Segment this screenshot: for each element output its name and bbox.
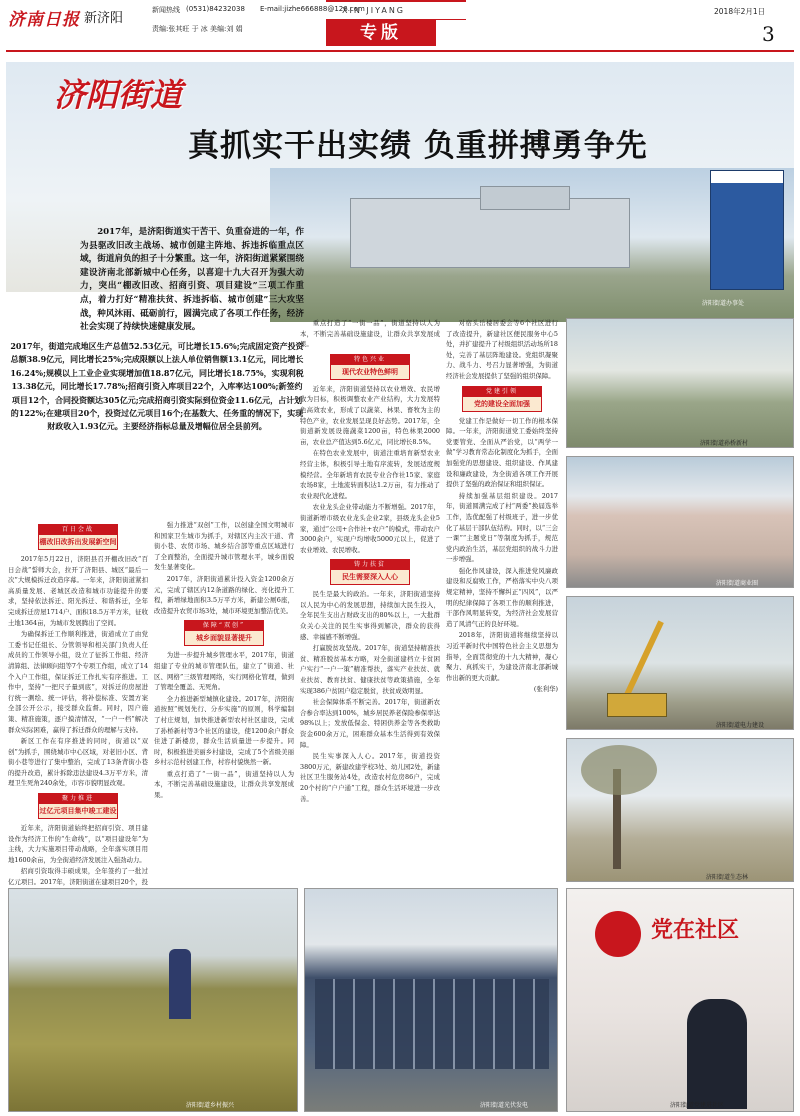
hotline-label: 新闻热线: [152, 6, 180, 14]
body-paragraph: 民生是最大的政治。一年来，济阳街道坚持以人民为中心的发展思想，持续加大民生投入，全年民生支出占财政支出的80%以上，一大批群众关心关注的民生实事得到解决，群众的获得感、幸福感不断增强。: [300, 590, 440, 641]
photo-forest: [566, 738, 794, 882]
body-paragraph: 在特色农业发展中，街道注重培育新型农业经营主体，积极引导土地有序流转，发展适度规模经营。全年新培育农民专业合作社15家、家庭农场8家，土地流转面积达1.2万亩，有力推动了农业现代化进程。: [300, 449, 440, 500]
photo-solar-caption: 济阳街道光伏发电: [480, 1102, 529, 1109]
edition-name: 新济阳: [84, 11, 124, 26]
photo-wheat-field: [8, 888, 298, 1112]
section-tag: 铸力扶贫: [331, 560, 409, 570]
body-paragraph: 强力推进“双创”工作，以创建全国文明城市和国家卫生城市为抓手，对辖区内主次干道、背街小巷、农贸市场、城乡结合部等重点区域进行了全面整治，全面提升城市管理水平，城乡面貌发生显著变化。: [154, 521, 294, 572]
section-header-party: [462, 386, 542, 412]
body-paragraph: 新区工作在有序推进的同时，街道以“双创”为抓手，围绕城市中心区域，对老旧小区、背街小巷等进行了集中整治，完成了13条背街小巷的提升改造，累计拆除违法建设4.3万平方米，清理卫生死角240余处，市容市貌明显改观。: [8, 737, 148, 788]
section-tag: 特色兴业: [331, 355, 409, 365]
byline: (张利华): [533, 685, 558, 694]
body-paragraph: 全力推进新型城镇化建设。2017年，济阳街道按照“规划先行、分步实施”的原则，科学编制了村庄规划，加快推进新型农村社区建设，完成了孙桥新村等3个社区的建设，使1200余户群众住进了新楼房，群众生活质量进一步提升。同时，积极推进美丽乡村建设，完成了5个省级美丽乡村示范村创建工作，村容村貌焕然一新。: [154, 694, 294, 767]
section-pinyin: XIN JIYANG: [342, 6, 406, 15]
section-title: 党的建设全面加强: [474, 398, 530, 408]
billboard-sign: [710, 170, 784, 290]
body-paragraph: 民生实事深入人心。2017年，街道投资3800万元，新建改建学校3处、幼儿园2处，新建社区卫生服务站4处，改造农村危房86户，完成20个村的“户户通”工程，群众生活环境进一步改善。: [300, 752, 440, 803]
section-tag: 百日会战: [39, 525, 117, 535]
body-paragraph: 2017年5月22日，济阳县召开棚改旧改“百日会战”誓师大会，拉开了济阳县、城区“最后一次”大规模拆迁改造序幕。一年来，济阳街道紧扣高质量发展、老城区改造和城市功能提升的要求，坚持依法拆迁、阳光拆迁、和谐拆迁，全年完成拆迁房屋1714户、面积18.5万平方米，征收土地1364亩，为城市发展腾出了空间。: [8, 555, 148, 627]
body-paragraph: 近年来，济阳街道坚持以农业增效、农民增收为目标，积极调整农业产业结构，大力发展特色高效农业，形成了以蔬菜、林果、畜牧为主的特色产业，农业发展呈现良好态势。2017年，全街道新发展设施蔬菜1200亩，特色林果2000亩，农业总产值达到5.6亿元，同比增长8.5%。: [300, 384, 440, 446]
photo-forest-caption: 济阳街道生态林: [706, 874, 749, 881]
body-paragraph: 党建工作是做好一切工作的根本保障。一年来，济阳街道党工委始终坚持党要管党、全面从严治党，以“两学一做”学习教育常态化制度化为抓手，全面加强党的思想建设、组织建设、作风建设和廉政建设，为全街道各项工作开展提供了坚强的政治保证和组织保证。: [446, 416, 558, 489]
body-paragraph: 重点打造了“一街一品”，街道坚持以人为本，不断完善基础设施建设，让群众共享发展成果。: [300, 319, 440, 349]
intro-paragraph-1: 2017年，是济阳街道实干苦干、负重奋进的一年，作为县驱改旧改主战场、城市创建主阵地、拆违拆临重点区域，街道肩负的担子十分繁重。这一年，济阳街道紧紧围绕建设济南北部新城中心任务，以喜迎十九大召开为强大动力，突出“棚改旧改、招商引资、项目建设”三项工作重点，着力打好“精准扶贫、拆违拆临、城市创建”三大攻坚战，种风沐雨、砥砺前行，圆满完成了各项工作任务，经济社会实现了持续快速健康发展。: [80, 227, 304, 333]
issue-date: 2018年2月1日: [714, 7, 766, 16]
hotline-number: (0531)84232038: [186, 5, 245, 13]
photo-solar-panels: [304, 888, 558, 1112]
section-title: 民生需要深入人心: [342, 572, 398, 582]
body-paragraph: 对宿头岳楼居委会等6个社区进行了改造提升，新建社区便民服务中心5处，并扩建提升了村级组织活动场所18处，完善了基层阵地建设。党组织凝聚力、战斗力、号召力显著增强，为街道经济社会发展提供了坚强的组织保障。: [446, 319, 558, 380]
body-paragraph: 2018年，济阳街道将继续坚持以习近平新时代中国特色社会主义思想为指导，全面贯彻党的十九大精神，凝心聚力、真抓实干，为建设济南北部新城作出新的更大贡献。: [446, 631, 558, 682]
body-paragraph: 打赢脱贫攻坚战。2017年，街道坚持精准扶贫、精准脱贫基本方略，对全街道建档立卡贫困户实行“一户一策”精准帮扶，落实产业扶贫、就业扶贫、教育扶贫、健康扶贫等政策措施，全年实现386户贫困户稳定脱贫，扶贫成效明显。: [300, 644, 440, 695]
body-paragraph: 持续加强基层组织建设。2017年，街道圆满完成了村“两委”换届选举工作，选优配强了村级班子，进一步优化了基层干部队伍结构。同时，以“三会一课”“主题党日”等制度为抓手，规范党内政治生活，基层党组织的战斗力进一步增强。: [446, 491, 558, 564]
section-header-projects: [38, 793, 118, 819]
headline-main: 真抓实干出实绩 负重拼搏勇争先: [188, 128, 648, 164]
masthead-rule: [6, 50, 794, 52]
photo-community-center: [566, 888, 794, 1112]
section-tag: 党建引领: [463, 387, 541, 397]
intro-paragraph-2: 2017年，街道完成地区生产总值52.53亿元，可比增长15.6%;完成固定资产投资总额38.9亿元，同比增长25%;完成限额以上法人单位销售额13.1亿元，同比增长16.24%;规模以上工业企业实现增加值18.87亿元，同比增长18.75%，实现利税13.38亿元，同比增长17.78%;招商引资入库项目22个，入库率达100%;新签约项目12个，合同投资额达305亿元;完成招商引资实际到位资金11.6亿元，占计划的122%;在建项目20个，投资过亿元项目16个;在基数大、任务重的情况下，实现财政收入1.93亿元。主要经济指标总量及增幅位居全县前列。: [10, 341, 304, 432]
section-tag: 保障“双创”: [185, 621, 263, 631]
section-title: 棚改旧改拆出发展新空间: [39, 537, 117, 546]
editors: 责编:张其旺 于 冰 美编:刘 娟: [152, 25, 243, 33]
photo-village-caption: 济阳街道孙桥新村: [700, 440, 749, 447]
section-title: 城乡面貌显著提升: [196, 633, 252, 643]
intro-stats: [10, 340, 304, 434]
photo-community-caption: 济阳街道党建进社区: [670, 1102, 725, 1109]
newspaper-logo: 济南日报: [8, 10, 80, 30]
column-4: [446, 318, 558, 878]
body-paragraph: 2017年，济阳街道累计投入资金1200余万元，完成了辖区内12条道路的绿化、亮化提升工程，新增绿地面积3.5万平方米，新建公厕6座，改造提升农贸市场3处，城市环境更加整洁优美。: [154, 574, 294, 615]
photo-power-caption: 济阳街道电力建设: [716, 722, 765, 729]
body-paragraph: 重点打造了“一街一品”，街道坚持以人为本，不断完善基础设施建设，让群众共享发展成果。: [154, 769, 294, 800]
photo-wheat-caption: 济阳街道乡村振兴: [186, 1102, 235, 1109]
body-paragraph: 农业龙头企业带动能力不断增强。2017年，街道新增市级农业龙头企业2家，县级龙头企业5家，通过“公司+合作社+农户”的模式，带动农户3000余户，实现户均增收5000元以上，促进了农业增效、农民增收。: [300, 503, 440, 554]
column-3: [300, 318, 440, 878]
intro-lead: [10, 226, 304, 335]
body-paragraph: 为确保拆迁工作顺利推进，街道成立了由党工委书记任组长、分管领导和相关部门负责人任成员的工作领导小组，设立了征拆工作组、经济清算组、法律顾问组等7个专项工作组，成立了14个入户工作组，保证拆迁工作扎实有序推进。工作中，坚持“一把尺子量到底”，对拆迁的房屋进行统一测绘、统一评估，将补偿标准、安置方案全部公开公示，接受群众监督。同时，因户施策、精准施策，逐户摸清情况，“一户一档”解决群众实际困难，赢得了拆迁群众的理解与支持。: [8, 630, 148, 734]
photo-village: [566, 318, 794, 448]
body-paragraph: 社会保障体系不断完善。2017年，街道新农合参合率达到100%，城乡居民养老保险参保率达98%以上；发放低保金、特困供养金等各类救助资金600余万元，困难群众基本生活得到有效保障。: [300, 698, 440, 749]
headline-kicker: 济阳街道: [54, 76, 183, 114]
photo-power-construction: [566, 596, 794, 730]
photo-shopping-mall: [566, 456, 794, 588]
page-number: 3: [762, 22, 775, 46]
party-emblem: [595, 911, 641, 957]
section-header-city: [184, 620, 264, 646]
section-title: 现代农业特色鲜明: [342, 366, 398, 376]
hero-photo-caption: 济阳街道办事处: [702, 300, 745, 307]
community-sign-text: 党在社区: [651, 917, 740, 943]
body-paragraph: 招商引资取得丰硕成果，全年签约了一批过亿元项目。2017年，济阳街道在建项目20个，投: [8, 867, 148, 887]
office-building-wing: [480, 186, 570, 210]
tree-crown: [581, 745, 657, 795]
truck: [607, 693, 667, 717]
section-tag: 聚力推进: [39, 794, 117, 804]
section-title: 专版: [326, 20, 436, 46]
masthead: [0, 0, 800, 52]
section-title: 过亿元项目集中竣工建设: [39, 806, 117, 816]
body-paragraph: 强化作风建设，深入推进党风廉政建设和反腐败工作，严格落实中央八项规定精神，坚持不懈纠正“四风”，以严明的纪律保障了各项工作的顺利推进，干部作风明显转变，为经济社会发展营造了风清气正的良好环境。: [446, 566, 558, 628]
body-paragraph: 近年来，济阳街道始终把招商引资、项目建设作为经济工作的“生命线”，以“项目建设年”为主线，大力实施项目带动战略，全年落实项目用地1600余亩，为全街道经济发展注入强劲动力。: [8, 824, 148, 864]
photo-shopping-mall-caption: 济阳街道商业圈: [716, 580, 759, 587]
section-header-demolition: [38, 524, 118, 550]
section-header-livelihood: [330, 559, 410, 585]
section-header-agriculture: [330, 354, 410, 380]
solar-array: [315, 979, 549, 1069]
staff-figure: [687, 999, 747, 1109]
farmer-figure: [169, 949, 191, 1019]
email: E-mail:jizhe666888@126.com: [260, 5, 365, 13]
body-paragraph: 为进一步提升城乡管理水平，2017年，街道组建了专业的城市管理队伍，建立了“街道、社区、网格”三级管理网络，实行网格化管理，做到了管理全覆盖、无死角。: [154, 651, 294, 692]
